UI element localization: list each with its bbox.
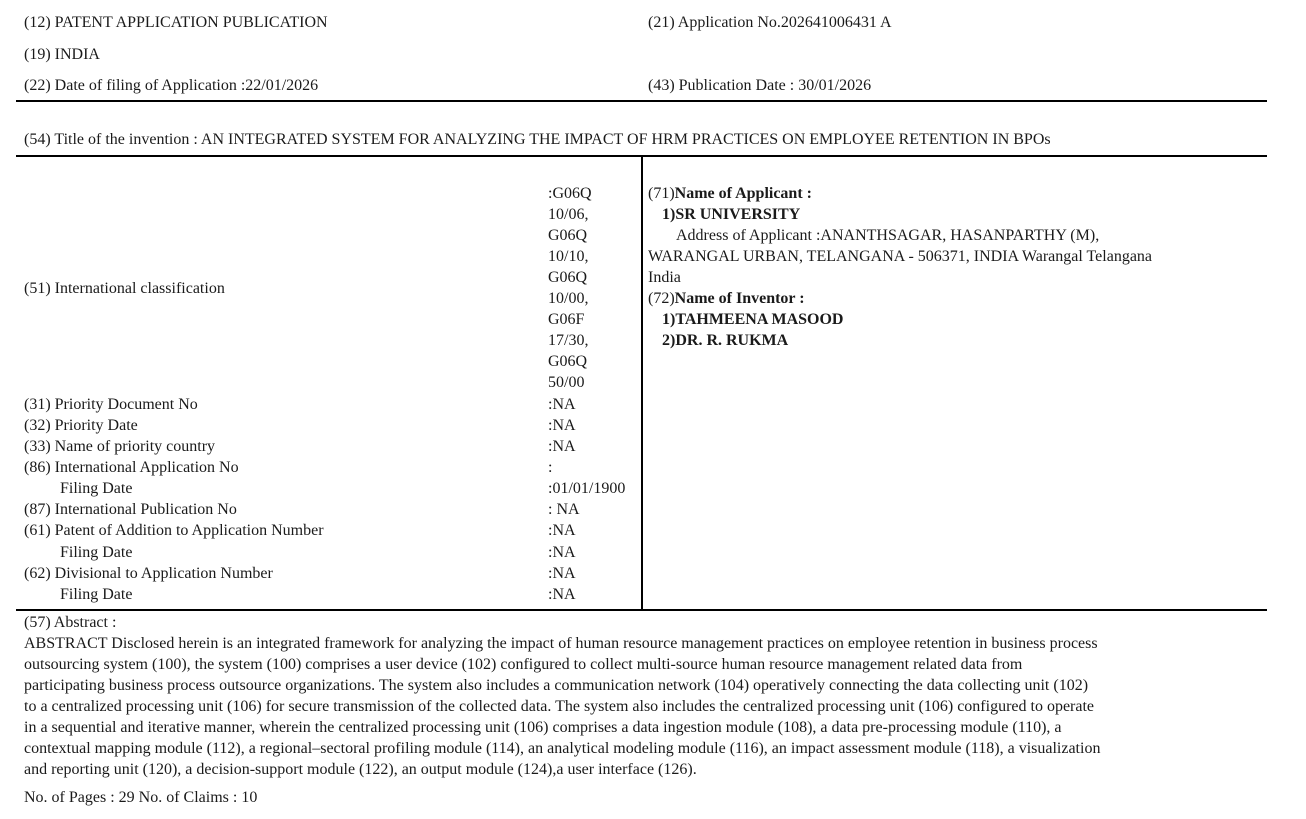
classification-value: 10/00, <box>548 290 589 307</box>
field-label: (87) International Publication No <box>24 501 237 518</box>
inventor-name: 1)TAHMEENA MASOOD <box>662 311 844 328</box>
page-claim-count: No. of Pages : 29 No. of Claims : 10 <box>24 789 258 806</box>
abstract-line: participating business process outsource organizations. The system also includes a communication network (104) operatively connecting the data collecting unit (102) <box>24 677 1089 694</box>
country: (19) INDIA <box>24 46 100 63</box>
field-value: :NA <box>548 544 576 561</box>
field-label: Filing Date <box>60 480 133 497</box>
applicant-address-line2: WARANGAL URBAN, TELANGANA - 506371, INDIA Warangal Telangana <box>648 248 1153 265</box>
applicant-inventor-panel <box>648 183 1248 351</box>
classification-value: G06Q <box>548 353 588 370</box>
field-label: (33) Name of priority country <box>24 438 216 455</box>
field-value: : NA <box>548 501 580 518</box>
inventor-name: 2)DR. R. RUKMA <box>662 332 789 349</box>
applicant-prefix: (71) <box>648 185 675 202</box>
classification-value: 17/30, <box>548 332 589 349</box>
field-value: :01/01/1900 <box>548 480 626 497</box>
applicant-address-line3: India <box>648 269 681 286</box>
abstract-line: contextual mapping module (112), a regional–sectoral profiling module (114), an analytical modeling module (116), an impact assessment module (118), a visualization <box>24 740 1101 757</box>
publication-type: (12) PATENT APPLICATION PUBLICATION <box>24 14 328 31</box>
classification-value: G06Q <box>548 227 588 244</box>
classification-value: G06Q <box>548 269 588 286</box>
classification-label: (51) International classification <box>24 280 225 297</box>
field-value: :NA <box>548 417 576 434</box>
inventor-heading <box>648 288 1248 309</box>
abstract-line: to a centralized processing unit (106) for secure transmission of the collected data. The system also includes the centralized processing unit (106) configured to operate <box>24 698 1095 715</box>
applicant-name: 1)SR UNIVERSITY <box>662 206 801 223</box>
field-value: :NA <box>548 396 576 413</box>
classification-value: 10/10, <box>548 248 589 265</box>
classification-value: G06F <box>548 311 585 328</box>
abstract-line: and reporting unit (120), a decision-support module (122), an output module (124),a user interface (126). <box>24 761 697 778</box>
publication-date: (43) Publication Date : 30/01/2026 <box>648 77 872 94</box>
divider-top <box>16 100 1267 102</box>
field-label: (86) International Application No <box>24 459 239 476</box>
abstract-line: ABSTRACT Disclosed herein is an integrated framework for analyzing the impact of human resource management practices on employee retention in business process <box>24 635 1098 652</box>
field-label: (61) Patent of Addition to Application Number <box>24 522 324 539</box>
classification-value: 50/00 <box>548 374 585 391</box>
inventor-prefix: (72) <box>648 290 675 307</box>
field-label: (32) Priority Date <box>24 417 138 434</box>
application-number: (21) Application No.202641006431 A <box>648 14 892 31</box>
applicant-heading <box>648 183 1248 204</box>
field-value: : <box>548 459 553 476</box>
field-label: (62) Divisional to Application Number <box>24 565 273 582</box>
applicant-address: Address of Applicant :ANANTHSAGAR, HASANPARTHY (M), <box>676 227 1100 244</box>
field-value: :NA <box>548 438 576 455</box>
field-value: :NA <box>548 586 576 603</box>
abstract-line: outsourcing system (100), the system (100) comprises a user device (102) configured to collect multi-source human resource management related data from <box>24 656 1023 673</box>
abstract-text <box>24 633 1269 780</box>
applicant-heading-text: Name of Applicant : <box>674 185 812 202</box>
invention-title: (54) Title of the invention : AN INTEGRATED SYSTEM FOR ANALYZING THE IMPACT OF HRM PRACTICES ON EMPLOYEE RETENTION IN BPOs <box>24 131 1051 148</box>
field-value: :NA <box>548 565 576 582</box>
field-value: :NA <box>548 522 576 539</box>
filing-date: (22) Date of filing of Application :22/01/2026 <box>24 77 319 94</box>
abstract-line: in a sequential and iterative manner, wherein the centralized processing unit (106) comprises a data ingestion module (108), a data pre-processing module (110), a <box>24 719 1062 736</box>
field-label: (31) Priority Document No <box>24 396 198 413</box>
field-label: Filing Date <box>60 586 133 603</box>
inventor-heading-text: Name of Inventor : <box>674 290 805 307</box>
divider-abstract <box>16 609 1267 611</box>
field-label: Filing Date <box>60 544 133 561</box>
abstract-label: (57) Abstract : <box>24 614 117 631</box>
classification-value: :G06Q <box>548 185 592 202</box>
column-divider <box>641 156 643 611</box>
classification-value: 10/06, <box>548 206 589 223</box>
